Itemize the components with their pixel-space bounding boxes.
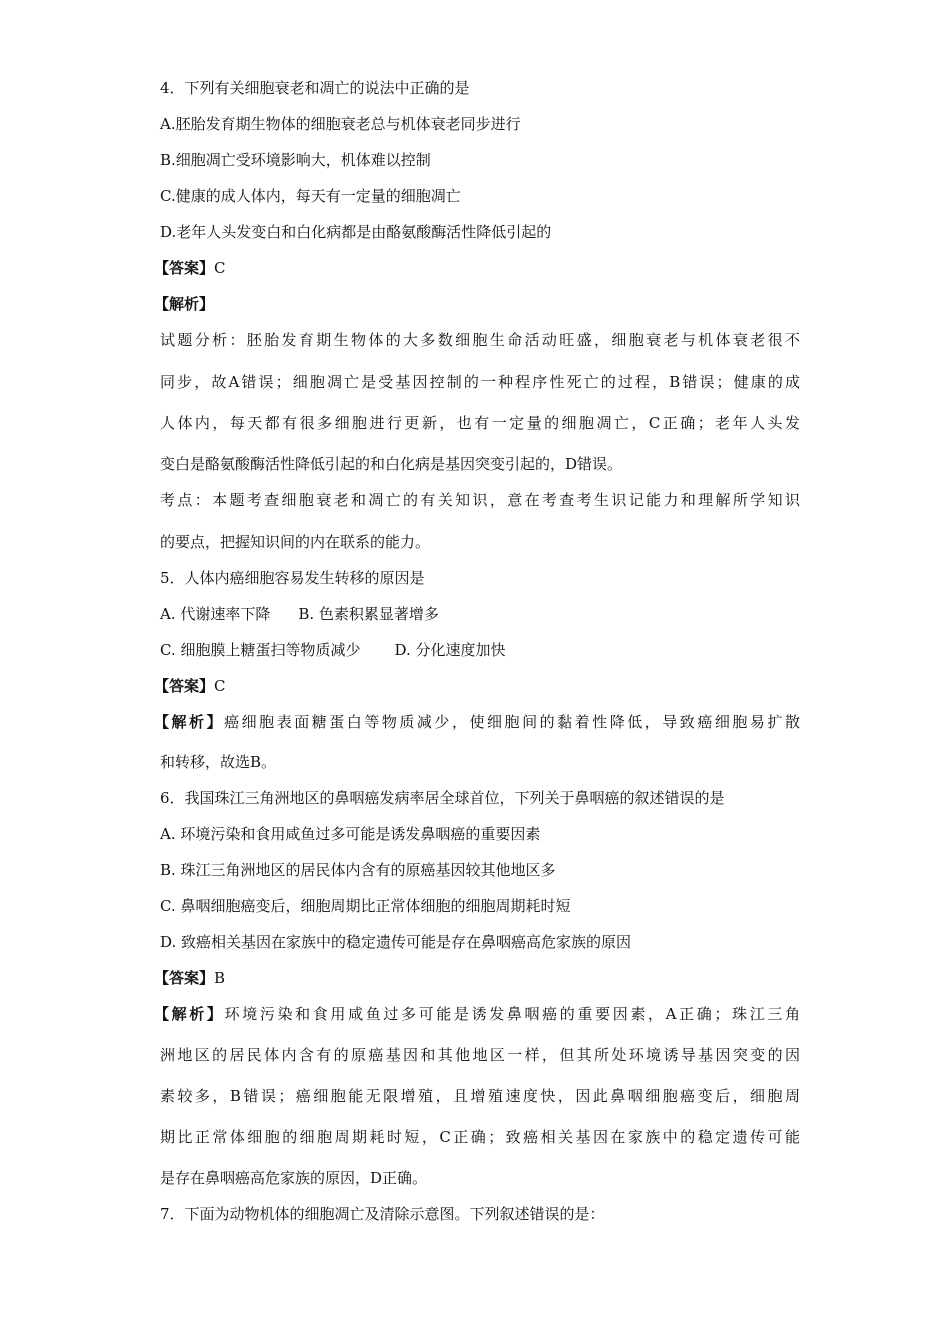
q4-option-b: B.细胞凋亡受环境影响大，机体难以控制: [160, 151, 431, 169]
q5-analysis-line-2: 和转移，故选B。: [160, 753, 277, 771]
q6-answer: [154, 968, 794, 988]
q4-analysis-line-2: 同步，故A错误；细胞凋亡是受基因控制的一种程序性死亡的过程，B错误；健康的成: [160, 373, 800, 391]
q4-analysis-label: [154, 294, 794, 314]
q6-analysis-line-1: [154, 1004, 800, 1024]
answer-label: 【答案】: [154, 969, 215, 987]
q5-options-row-2: [160, 640, 800, 660]
q5-option-c: C. 细胞膜上糖蛋扫等物质减少: [160, 641, 361, 659]
q5-option-a: A. 代谢速率下降: [160, 605, 271, 623]
answer-label: 【答案】: [154, 677, 215, 695]
q5-analysis-text: 癌细胞表面糖蛋白等物质减少，使细胞间的黏着性降低，导致癌细胞易扩散: [224, 713, 800, 731]
q4-answer: [154, 258, 794, 278]
q5-option-d: D. 分化速度加快: [394, 641, 506, 659]
q7-stem: 7．下面为动物机体的细胞凋亡及清除示意图。下列叙述错误的是：: [160, 1205, 605, 1223]
q6-analysis-line-3: 素较多，B错误；癌细胞能无限增殖，且增殖速度快，因此鼻咽细胞癌变后，细胞周: [160, 1087, 800, 1105]
q4-option-a: A.胚胎发育期生物体的细胞衰老总与机体衰老同步进行: [160, 115, 521, 133]
answer-value: C: [214, 259, 226, 277]
q5-stem: 5．人体内癌细胞容易发生转移的原因是: [160, 569, 425, 587]
answer-value: C: [214, 677, 226, 695]
q4-kaodian-line-1: 考点：本题考查细胞衰老和凋亡的有关知识，意在考查考生识记能力和理解所学知识: [160, 491, 800, 509]
answer-label: 【答案】: [154, 259, 215, 277]
q6-option-b: B. 珠江三角洲地区的居民体内含有的原癌基因较其他地区多: [160, 861, 556, 879]
q6-option-c: C. 鼻咽细胞癌变后，细胞周期比正常体细胞的细胞周期耗时短: [160, 897, 571, 915]
answer-value: B: [214, 969, 226, 987]
q6-option-a: A. 环境污染和食用咸鱼过多可能是诱发鼻咽癌的重要因素: [160, 825, 541, 843]
analysis-label: 【解析】: [154, 1005, 225, 1023]
analysis-label: 【解析】: [154, 295, 215, 313]
q4-stem: 4．下列有关细胞衰老和凋亡的说法中正确的是: [160, 79, 470, 97]
q5-analysis-line-1: [154, 712, 800, 732]
q4-option-d: D.老年人头发变白和白化病都是由酪氨酸酶活性降低引起的: [160, 223, 552, 241]
q6-analysis-text: 环境污染和食用咸鱼过多可能是诱发鼻咽癌的重要因素，A正确；珠江三角: [224, 1005, 800, 1023]
q5-answer: [154, 676, 794, 696]
q5-options-row-1: [160, 604, 800, 624]
q6-analysis-line-5: 是存在鼻咽癌高危家族的原因，D正确。: [160, 1169, 428, 1187]
q4-kaodian-line-2: 的要点，把握知识间的内在联系的能力。: [160, 533, 431, 551]
analysis-label: 【解析】: [154, 713, 225, 731]
q5-option-b: B. 色素积累显著增多: [298, 605, 439, 623]
q6-option-d: D. 致癌相关基因在家族中的稳定遗传可能是存在鼻咽癌高危家族的原因: [160, 933, 632, 951]
q4-analysis-line-1: 试题分析：胚胎发育期生物体的大多数细胞生命活动旺盛，细胞衰老与机体衰老很不: [160, 331, 800, 349]
q6-analysis-line-4: 期比正常体细胞的细胞周期耗时短，C正确；致癌相关基因在家族中的稳定遗传可能: [160, 1128, 800, 1146]
q6-stem: 6．我国珠江三角洲地区的鼻咽癌发病率居全球首位，下列关于鼻咽癌的叙述错误的是: [160, 789, 725, 807]
q4-analysis-line-3: 人体内，每天都有很多细胞进行更新，也有一定量的细胞凋亡，C正确；老年人头发: [160, 414, 800, 432]
q4-analysis-line-4: 变白是酪氨酸酶活性降低引起的和白化病是基因突变引起的，D错误。: [160, 455, 623, 473]
q4-option-c: C.健康的成人体内，每天有一定量的细胞凋亡: [160, 187, 461, 205]
q6-analysis-line-2: 洲地区的居民体内含有的原癌基因和其他地区一样，但其所处环境诱导基因突变的因: [160, 1046, 800, 1064]
